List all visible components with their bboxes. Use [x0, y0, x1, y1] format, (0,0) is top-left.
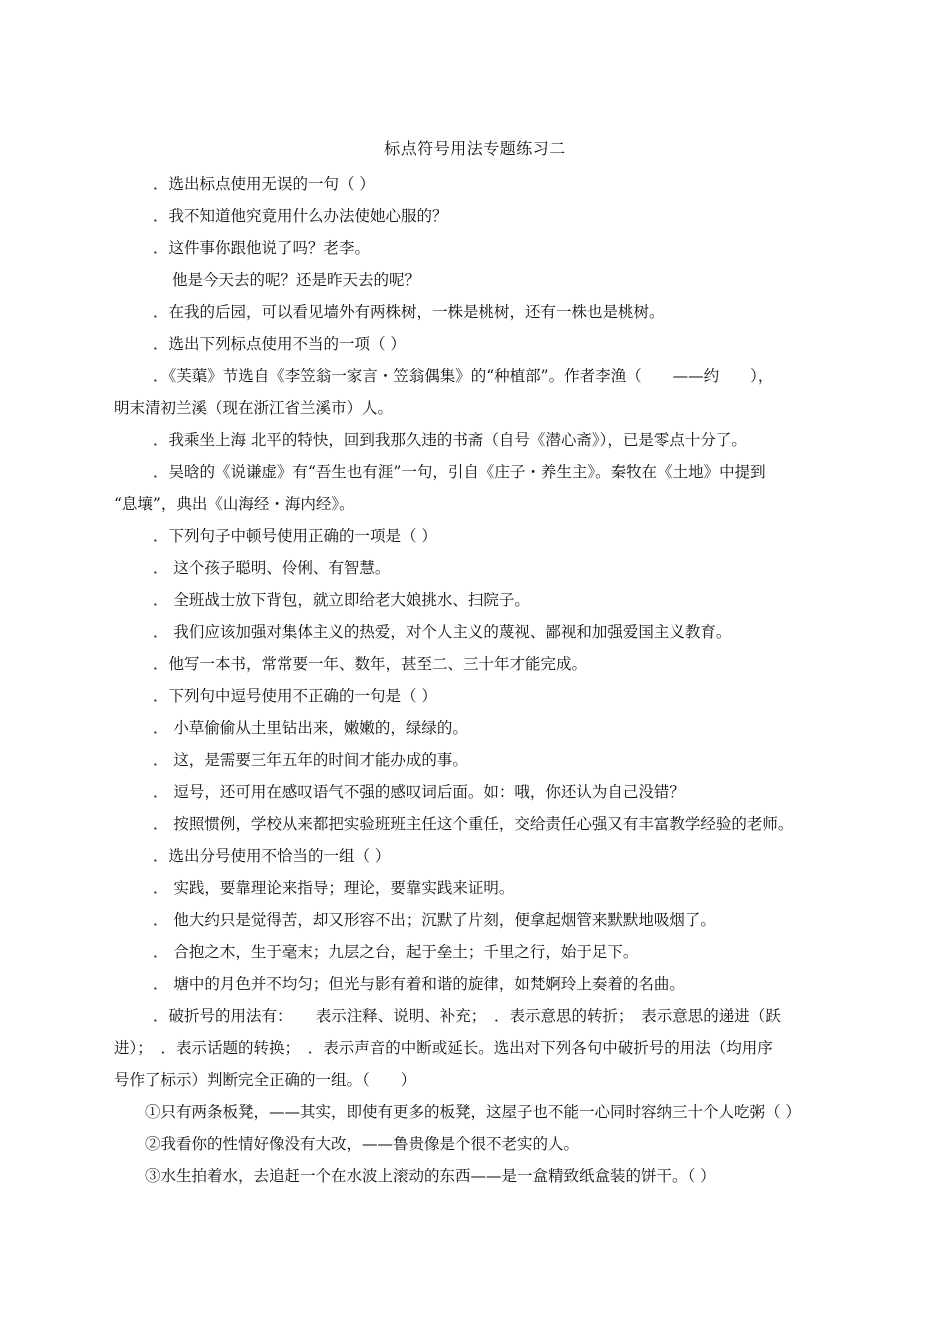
question-3-option: ．他写一本书，常常要一年、数年，甚至二、三十年才能完成。: [153, 655, 588, 673]
question-5-option: ． 合抱之木，生于毫末；九层之台，起于垒土；千里之行，始于足下。: [153, 943, 639, 961]
document-title: 标点符号用法专题练习二: [384, 139, 566, 158]
question-6-sentence-2: ②我看你的性情好像没有大改，——鲁贵像是个很不老实的人。: [145, 1135, 580, 1153]
question-2-option-cont: “息壤”，典出《山海经・海内经》。: [114, 495, 355, 513]
question-3-option: ． 我们应该加强对集体主义的热爱，对个人主义的蔑视、鄙视和加强爱国主义教育。: [153, 623, 732, 641]
question-3-option: ． 全班战士放下背包，就立即给老大娘挑水、扫院子。: [153, 591, 530, 609]
question-1-option: 他是今天去的呢？还是昨天去的呢？: [172, 271, 421, 289]
question-6-stem-cont: 号作了标示）判断完全正确的一组。（ ）: [114, 1071, 417, 1089]
question-6-stem: ．破折号的用法有： 表示注释、说明、补充； ．表示意思的转折； 表示意思的递进（跃: [153, 1007, 781, 1025]
question-2-option: ．我乘坐上海 北平的特快，回到我那久违的书斋（自号《潜心斋》），已是零点十分了。: [153, 431, 747, 449]
question-2-option: ．《芙蕖》节选自《李笠翁一家言・笠翁偶集》的“种植部”。作者李渔（ ——约 ），: [153, 367, 774, 385]
question-4-option: ． 按照惯例，学校从来都把实验班班主任这个重任，交给责任心强又有丰富教学经验的老师。: [153, 815, 794, 833]
question-6-sentence-1: ①只有两条板凳，——其实，即使有更多的板凳，这屋子也不能一心同时容纳三十个人吃粥（ ）: [145, 1103, 801, 1121]
question-5-option: ． 塘中的月色并不均匀；但光与影有着和谐的旋律，如梵婀玲上奏着的名曲。: [153, 975, 685, 993]
question-6-stem-cont: 进）； ．表示话题的转换； ．表示声音的中断或延长。选出对下列各句中破折号的用法（均用序: [114, 1039, 773, 1057]
question-2-stem: ．选出下列标点使用不当的一项（ ）: [153, 335, 406, 353]
question-3-stem: ．下列句子中顿号使用正确的一项是（ ）: [153, 527, 437, 545]
question-5-option: ． 他大约只是觉得苦，却又形容不出；沉默了片刻，便拿起烟管来默默地吸烟了。: [153, 911, 716, 929]
question-4-option: ． 逗号，还可用在感叹语气不强的感叹词后面。如：哦，你还认为自己没错？: [153, 783, 685, 801]
question-4-option: ． 这，是需要三年五年的时间才能办成的事。: [153, 751, 468, 769]
question-5-stem: ．选出分号使用不恰当的一组（ ）: [153, 847, 391, 865]
question-2-option-cont: 明末清初兰溪（现在浙江省兰溪市）人。: [114, 399, 394, 417]
question-1-stem: ．选出标点使用无误的一句（ ）: [153, 175, 375, 193]
question-2-option: ．吴晗的《说谦虚》有“吾生也有涯”一句，引自《庄子・养生主》。秦牧在《土地》中提到: [153, 463, 766, 481]
question-1-option: ．在我的后园，可以看见墙外有两株树，一株是桃树，还有一株也是桃树。: [153, 303, 665, 321]
question-4-stem: ．下列句中逗号使用不正确的一句是（ ）: [153, 687, 437, 705]
question-4-option: ． 小草偷偷从土里钻出来，嫩嫩的，绿绿的。: [153, 719, 468, 737]
question-3-option: ． 这个孩子聪明、伶俐、有智慧。: [153, 559, 391, 577]
question-1-option: ．这件事你跟他说了吗？老李。: [153, 239, 371, 257]
question-6-sentence-3: ③水生拍着水，去追赶一个在水波上滚动的东西——是一盒精致纸盒装的饼干。（ ）: [145, 1167, 716, 1185]
question-1-option: ．我不知道他究竟用什么办法使她心服的？: [153, 207, 448, 225]
question-5-option: ． 实践，要靠理论来指导；理论，要靠实践来证明。: [153, 879, 515, 897]
